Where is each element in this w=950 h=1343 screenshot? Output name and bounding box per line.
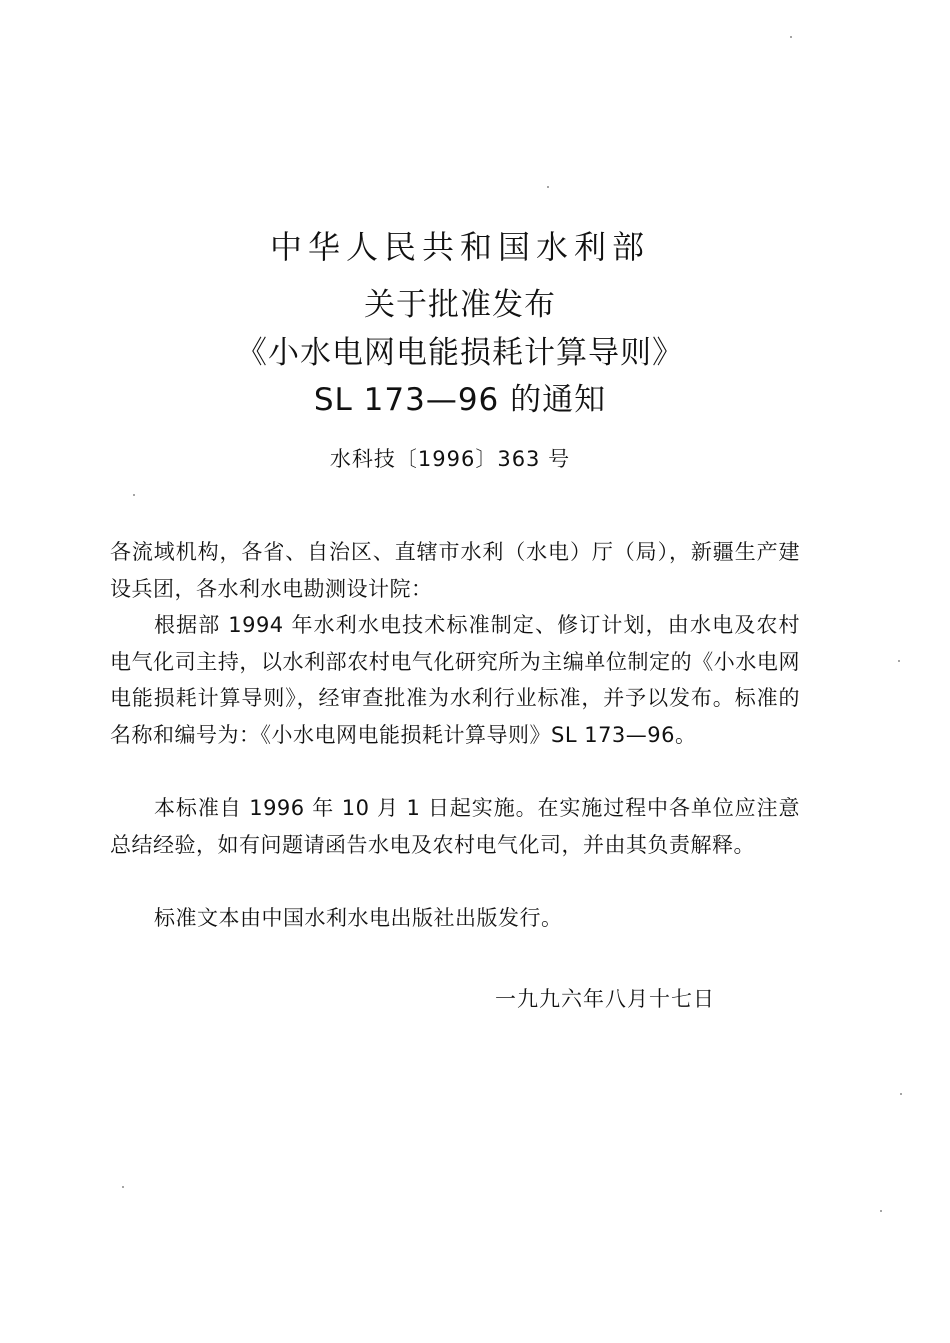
scan-speck [790,36,792,38]
issuer-title: 中华人民共和国水利部 [269,228,650,266]
paragraph-3: 标准文本由中国水利水电出版社出版发行。 [154,906,563,930]
paragraph-1: 根据部 1994 年水利水电技术标准制定、修订计划，由水电及农村电气化司主持，以水利部农村电气化研究所为主编单位制定的《小水电网电能损耗计算导则》，经审查批准为水利行业标准，并予以发布。标准的名称和编号为：《小水电网电能损耗计算导则》SL 173—96。 [110,613,800,747]
paragraph-2: 本标准自 1996 年 10 月 1 日起实施。在实施过程中各单位应注意总结经验，如有问题请函告水电及农村电气化司，并由其负责解释。 [110,796,800,857]
scan-speck [547,186,549,188]
notice-title-line-2: 《小水电网电能损耗计算导则》 [236,335,684,371]
scan-speck [122,1186,124,1188]
scan-speck [133,494,135,496]
scan-speck [900,1093,902,1095]
document-number: 水科技〔1996〕363 号 [329,447,571,471]
notice-title-line-1: 关于批准发布 [364,287,556,323]
scan-speck [898,660,900,662]
addressee: 各流域机构，各省、自治区、直辖市水利（水电）厅（局），新疆生产建设兵团，各水利水电勘测设计院： [110,540,800,601]
issue-date: 一九九六年八月十七日 [495,987,715,1011]
notice-title-line-3: SL 173—96 的通知 [313,382,607,418]
scan-speck [880,1210,882,1212]
